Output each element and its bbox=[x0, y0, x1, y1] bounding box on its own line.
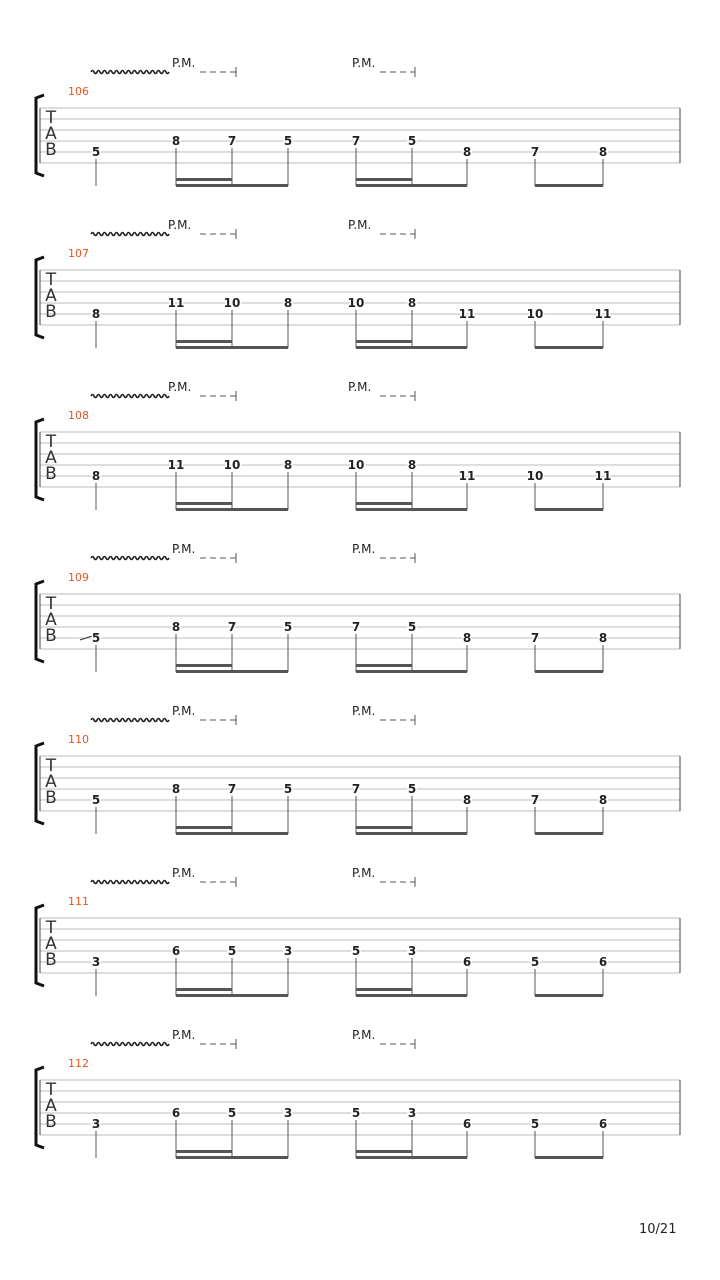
tab-system-svg bbox=[0, 703, 720, 865]
fret-number: 11 bbox=[458, 307, 476, 321]
fret-number: 7 bbox=[351, 620, 361, 634]
fret-number: 5 bbox=[283, 134, 293, 148]
eighth-beam bbox=[176, 184, 288, 187]
fret-number: 8 bbox=[598, 793, 608, 807]
fret-number: 3 bbox=[407, 1106, 417, 1120]
palm-mute-label: P.M. bbox=[352, 1028, 376, 1042]
fret-number: 3 bbox=[407, 944, 417, 958]
eighth-beam bbox=[356, 832, 467, 835]
fret-number: 8 bbox=[598, 145, 608, 159]
palm-mute-label: P.M. bbox=[172, 704, 196, 718]
fret-number: 5 bbox=[283, 620, 293, 634]
tab-clef-letter: A bbox=[45, 124, 57, 144]
fret-number: 7 bbox=[530, 793, 540, 807]
tab-clef-letter: T bbox=[45, 1080, 57, 1100]
tab-clef-letter: B bbox=[45, 950, 57, 970]
vibrato-line bbox=[91, 557, 169, 560]
fret-number: 7 bbox=[351, 134, 361, 148]
fret-number: 10 bbox=[223, 296, 241, 310]
tab-system bbox=[0, 703, 720, 865]
eighth-beam bbox=[535, 670, 603, 673]
fret-number: 5 bbox=[351, 944, 361, 958]
eighth-beam bbox=[535, 832, 603, 835]
tab-clef-letter: B bbox=[45, 140, 57, 160]
fret-number: 7 bbox=[351, 782, 361, 796]
tab-clef-letter: B bbox=[45, 302, 57, 322]
sixteenth-beam bbox=[176, 988, 232, 991]
tab-clef-letter: A bbox=[45, 934, 57, 954]
fret-number: 10 bbox=[223, 458, 241, 472]
tab-system bbox=[0, 55, 720, 217]
fret-number: 8 bbox=[171, 134, 181, 148]
sixteenth-beam bbox=[176, 664, 232, 667]
palm-mute-label: P.M. bbox=[172, 56, 196, 70]
fret-number: 11 bbox=[594, 307, 612, 321]
fret-number: 3 bbox=[91, 1117, 101, 1131]
tab-system-svg bbox=[0, 55, 720, 217]
eighth-beam bbox=[356, 508, 467, 511]
fret-number: 5 bbox=[91, 145, 101, 159]
eighth-beam bbox=[356, 1156, 467, 1159]
sixteenth-beam bbox=[356, 826, 412, 829]
measure-number: 112 bbox=[68, 1057, 89, 1070]
palm-mute-label: P.M. bbox=[172, 1028, 196, 1042]
fret-number: 11 bbox=[167, 296, 185, 310]
palm-mute-label: P.M. bbox=[172, 542, 196, 556]
fret-number: 5 bbox=[530, 1117, 540, 1131]
fret-number: 10 bbox=[347, 296, 365, 310]
fret-number: 6 bbox=[598, 1117, 608, 1131]
tab-clef-letter: A bbox=[45, 448, 57, 468]
fret-number: 8 bbox=[91, 307, 101, 321]
vibrato-line bbox=[91, 881, 169, 884]
palm-mute-label: P.M. bbox=[168, 380, 192, 394]
fret-number: 5 bbox=[530, 955, 540, 969]
palm-mute-label: P.M. bbox=[352, 704, 376, 718]
fret-number: 5 bbox=[91, 631, 101, 645]
measure-number: 109 bbox=[68, 571, 89, 584]
eighth-beam bbox=[356, 670, 467, 673]
eighth-beam bbox=[176, 832, 288, 835]
eighth-beam bbox=[176, 994, 288, 997]
tab-clef-letter: B bbox=[45, 464, 57, 484]
sixteenth-beam bbox=[176, 826, 232, 829]
vibrato-line bbox=[91, 71, 169, 74]
eighth-beam bbox=[535, 508, 603, 511]
fret-number: 5 bbox=[407, 134, 417, 148]
fret-number: 7 bbox=[530, 631, 540, 645]
fret-number: 11 bbox=[167, 458, 185, 472]
measure-number: 111 bbox=[68, 895, 89, 908]
eighth-beam bbox=[176, 1156, 288, 1159]
sixteenth-beam bbox=[356, 988, 412, 991]
fret-number: 5 bbox=[227, 944, 237, 958]
fret-number: 8 bbox=[171, 620, 181, 634]
fret-number: 5 bbox=[91, 793, 101, 807]
fret-number: 8 bbox=[283, 458, 293, 472]
measure-number: 106 bbox=[68, 85, 89, 98]
fret-number: 7 bbox=[227, 782, 237, 796]
palm-mute-label: P.M. bbox=[348, 380, 372, 394]
sixteenth-beam bbox=[176, 502, 232, 505]
palm-mute-label: P.M. bbox=[352, 866, 376, 880]
eighth-beam bbox=[535, 184, 603, 187]
palm-mute-label: P.M. bbox=[352, 542, 376, 556]
fret-number: 6 bbox=[462, 1117, 472, 1131]
fret-number: 8 bbox=[91, 469, 101, 483]
fret-number: 8 bbox=[462, 145, 472, 159]
tab-clef-letter: B bbox=[45, 788, 57, 808]
fret-number: 11 bbox=[458, 469, 476, 483]
tab-system bbox=[0, 379, 720, 541]
tab-clef-letter: T bbox=[45, 918, 57, 938]
vibrato-line bbox=[91, 719, 169, 722]
tab-clef-letter: T bbox=[45, 108, 57, 128]
palm-mute-label: P.M. bbox=[352, 56, 376, 70]
palm-mute-label: P.M. bbox=[172, 866, 196, 880]
fret-number: 8 bbox=[283, 296, 293, 310]
fret-number: 8 bbox=[171, 782, 181, 796]
eighth-beam bbox=[176, 508, 288, 511]
fret-number: 10 bbox=[347, 458, 365, 472]
tab-system-svg bbox=[0, 379, 720, 541]
sixteenth-beam bbox=[356, 178, 412, 181]
tab-system bbox=[0, 1027, 720, 1189]
tab-clef-letter: T bbox=[45, 594, 57, 614]
tab-clef-letter: B bbox=[45, 1112, 57, 1132]
eighth-beam bbox=[176, 346, 288, 349]
fret-number: 5 bbox=[283, 782, 293, 796]
tab-clef-letter: A bbox=[45, 1096, 57, 1116]
fret-number: 5 bbox=[407, 782, 417, 796]
fret-number: 10 bbox=[526, 307, 544, 321]
fret-number: 3 bbox=[91, 955, 101, 969]
fret-number: 6 bbox=[171, 1106, 181, 1120]
sixteenth-beam bbox=[356, 340, 412, 343]
fret-number: 5 bbox=[227, 1106, 237, 1120]
tab-system-svg bbox=[0, 1027, 720, 1189]
tab-system bbox=[0, 217, 720, 379]
sixteenth-beam bbox=[356, 664, 412, 667]
sixteenth-beam bbox=[176, 340, 232, 343]
vibrato-line bbox=[91, 1043, 169, 1046]
page-indicator: 10/21 bbox=[639, 1222, 677, 1237]
vibrato-line bbox=[91, 233, 169, 236]
eighth-beam bbox=[356, 346, 467, 349]
tab-system-svg bbox=[0, 541, 720, 703]
measure-number: 108 bbox=[68, 409, 89, 422]
fret-number: 6 bbox=[598, 955, 608, 969]
tab-system-svg bbox=[0, 865, 720, 1027]
tab-clef-letter: A bbox=[45, 286, 57, 306]
tab-clef-letter: T bbox=[45, 432, 57, 452]
sixteenth-beam bbox=[356, 1150, 412, 1153]
fret-number: 8 bbox=[462, 793, 472, 807]
sixteenth-beam bbox=[176, 178, 232, 181]
fret-number: 6 bbox=[171, 944, 181, 958]
tab-clef-letter: T bbox=[45, 756, 57, 776]
fret-number: 5 bbox=[351, 1106, 361, 1120]
fret-number: 8 bbox=[462, 631, 472, 645]
fret-number: 11 bbox=[594, 469, 612, 483]
tab-system-svg bbox=[0, 217, 720, 379]
fret-number: 3 bbox=[283, 944, 293, 958]
fret-number: 5 bbox=[407, 620, 417, 634]
fret-number: 8 bbox=[407, 296, 417, 310]
tab-clef-letter: T bbox=[45, 270, 57, 290]
fret-number: 7 bbox=[227, 620, 237, 634]
fret-number: 10 bbox=[526, 469, 544, 483]
fret-number: 3 bbox=[283, 1106, 293, 1120]
sixteenth-beam bbox=[356, 502, 412, 505]
eighth-beam bbox=[535, 346, 603, 349]
measure-number: 107 bbox=[68, 247, 89, 260]
measure-number: 110 bbox=[68, 733, 89, 746]
tab-system bbox=[0, 865, 720, 1027]
eighth-beam bbox=[356, 994, 467, 997]
fret-number: 7 bbox=[530, 145, 540, 159]
eighth-beam bbox=[176, 670, 288, 673]
tab-clef-letter: A bbox=[45, 610, 57, 630]
tab-system bbox=[0, 541, 720, 703]
fret-number: 8 bbox=[407, 458, 417, 472]
tab-clef-letter: B bbox=[45, 626, 57, 646]
palm-mute-label: P.M. bbox=[168, 218, 192, 232]
palm-mute-label: P.M. bbox=[348, 218, 372, 232]
fret-number: 6 bbox=[462, 955, 472, 969]
fret-number: 8 bbox=[598, 631, 608, 645]
eighth-beam bbox=[535, 1156, 603, 1159]
sixteenth-beam bbox=[176, 1150, 232, 1153]
eighth-beam bbox=[535, 994, 603, 997]
tab-clef-letter: A bbox=[45, 772, 57, 792]
eighth-beam bbox=[356, 184, 467, 187]
fret-number: 7 bbox=[227, 134, 237, 148]
vibrato-line bbox=[91, 395, 169, 398]
